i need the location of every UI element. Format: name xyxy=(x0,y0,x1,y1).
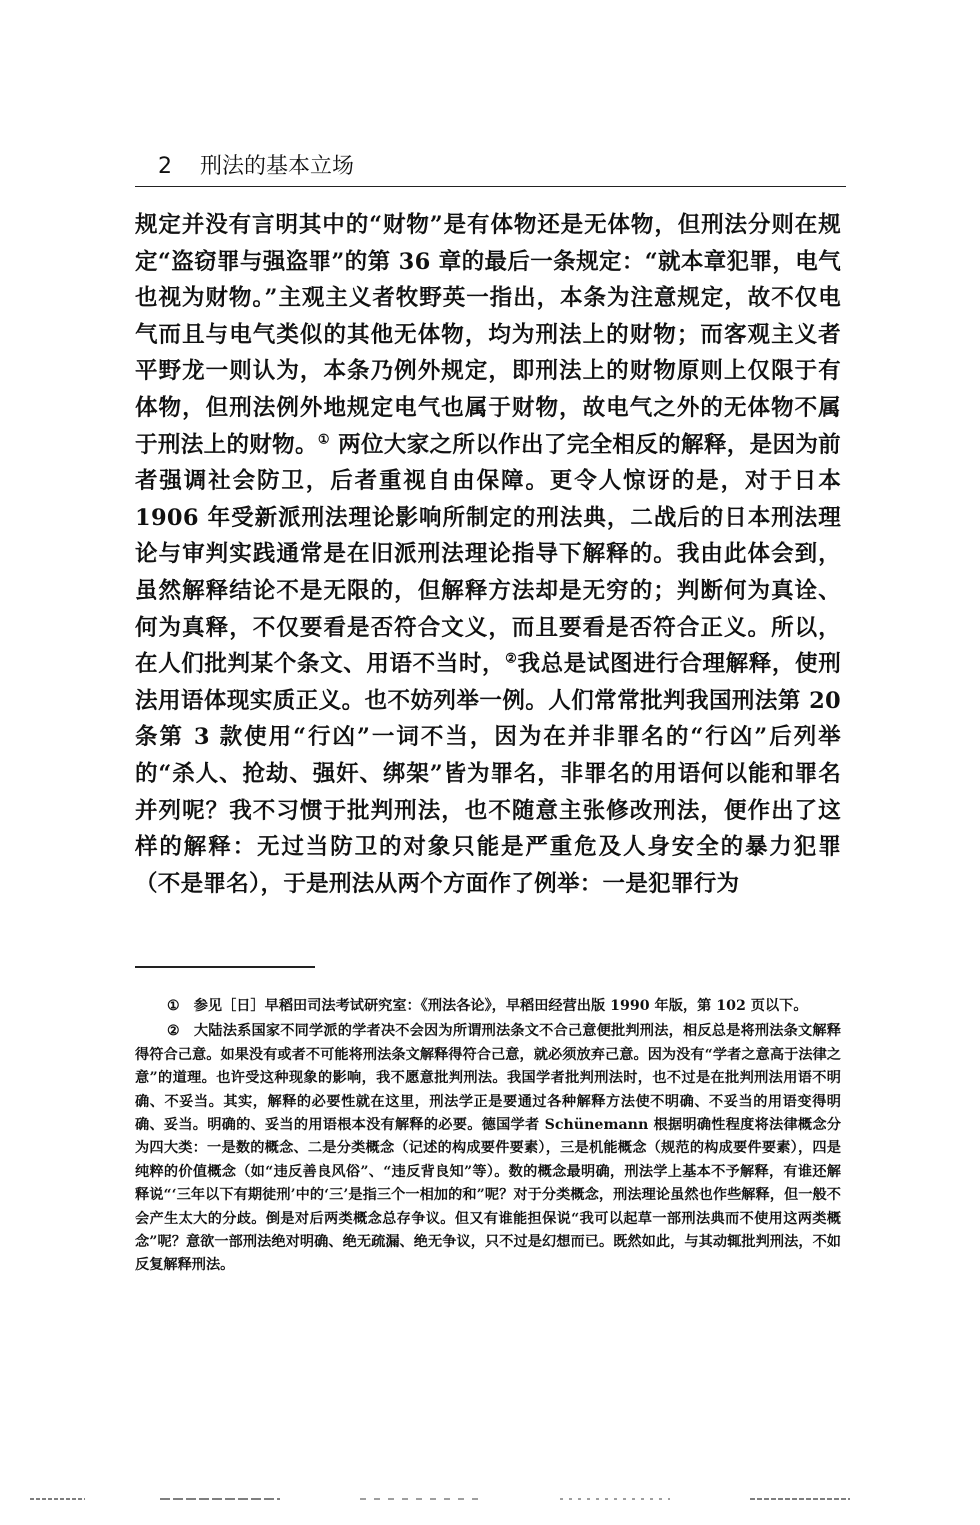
footnote-text-2: 大陆法系国家不同学派的学者决不会因为所谓刑法条文不合己意便批判刑法，相反总是将刑法条文解释得符合己意。如果没有或者不可能将刑法条文解释得符合己意，就必须放弃己意。因为没有“学者之意高于法律之意”的道理。也许受这种现象的影响，我不愿意批判刑法。我国学者批判刑法时，也不过是在批判刑法用语不明确、不妥当。其实，解释的必要性就在这里，刑法学正是要通过各种解释方法使不明确、不妥当的用语变得明确、妥当。明确的、妥当的用语根本没有解释的必要。德国学者 Schünemann 根据明确性程度将法律概念分为四大类：一是数的概念、二是分类概念（记述的构成要件要素），三是机能概念（规范的构成要件要素），四是纯粹的价值概念（如“违反善良风俗”、“违反背良知”等）。数的概念最明确，刑法学上基本不予解释，有谁还解释说“‘三年以下有期徒刑’中的‘三’是指三个一相加的和”呢？对于分类概念，刑法理论虽然也作些解释，但一般不会产生太大的分歧。倒是对后两类概念总存争议。但又有谁能担保说“我可以起草一部刑法典而不使用这两类概念”呢？意欲一部刑法绝对明确、绝无疏漏、绝无争议，只不过是幻想而已。既然如此，与其动辄批判刑法，不如反复解释刑法。 xyxy=(135,1023,841,1274)
footnote-text-1: 参见［日］早稻田司法考试研究室：《刑法各论》，早稻田经营出版 1990 年版，第 102 页以下。 xyxy=(193,998,808,1014)
running-title: 刑法的基本立场 xyxy=(200,154,355,179)
footnote-mark-1: ① xyxy=(167,998,180,1014)
footnote-2 xyxy=(135,1020,841,1277)
scan-edge-noise xyxy=(30,1497,930,1501)
body-paragraph xyxy=(135,207,841,902)
footnote-reference-2[interactable]: ② xyxy=(505,651,518,667)
page-number: 2 xyxy=(158,154,172,179)
body-text-part-2: 两位大家之所以作出了完全相反的解释，是因为前者强调社会防卫，后者重视自由保障。更令人惊讶的是，对于日本 1906 年受新派刑法理论影响所制定的刑法典，二战后的日本刑法理论与审判实践通常是在旧派刑法理论指导下解释的。我由此体会到，虽然解释结论不是无限的，但解释方法却是无穷的；判断何为真诠、何为真释，不仅要看是否符合文义，而且要看是否符合正义。所以，在人们批判某个条文、用语不当时， xyxy=(135,431,841,678)
header-rule xyxy=(135,186,846,187)
running-header xyxy=(158,152,848,182)
body-text-part-1: 规定并没有言明其中的“财物”是有体物还是无体物，但刑法分则在规定“盗窃罪与强盗罪”的第 36 章的最后一条规定：“就本章犯罪，电气也视为财物。”主观主义者牧野英一指出，本条为注意规定，故不仅电气而且与电气类似的其他无体物，均为刑法上的财物；而客观主义者平野龙一则认为，本条乃例外规定，即刑法上的财物原则上仅限于有体物，但刑法例外地规定电气也属于财物，故电气之外的无体物不属于刑法上的财物。 xyxy=(135,212,841,458)
footnote-separator xyxy=(135,966,315,968)
body-text-part-3: 我总是试图进行合理解释，使刑法用语体现实质正义。也不妨列举一例。人们常常批判我国刑法第 20 条第 3 款使用“行凶”一词不当，因为在并非罪名的“行凶”后列举的“杀人、抢劫、强奸、绑架”皆为罪名，非罪名的用语何以能和罪名并列呢？我不习惯于批判刑法，也不随意主张修改刑法，便作出了这样的解释：无过当防卫的对象只能是严重危及人身安全的暴力犯罪（不是罪名），于是刑法从两个方面作了例举：一是犯罪行为 xyxy=(135,651,841,897)
footnotes xyxy=(135,995,841,1280)
footnote-mark-2: ② xyxy=(167,1023,180,1040)
footnote-reference-1[interactable]: ① xyxy=(317,432,330,448)
footnote-1 xyxy=(135,995,841,1018)
